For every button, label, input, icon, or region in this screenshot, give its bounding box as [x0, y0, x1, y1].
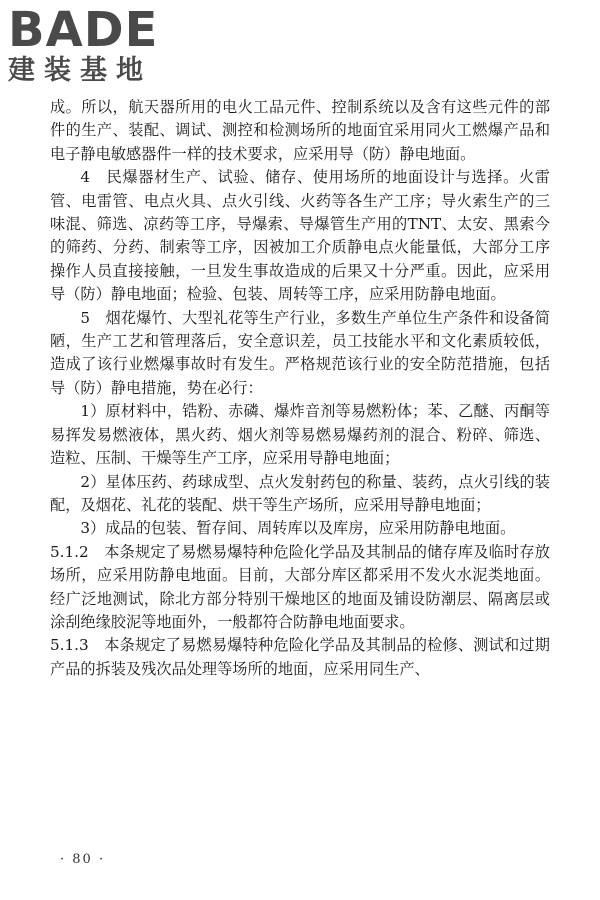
- paragraph: 5 烟花爆竹、大型礼花等生产行业，多数生产单位生产条件和设备简陋，生产工艺和管理落后，安全意识差，员工技能水平和文化素质较低，造成了该行业燃爆事故时有发生。严格规范该行业的安全防范措施，包括导（防）静电措施，势在必行：: [50, 308, 550, 397]
- list-item: 1）原材料中，锆粉、赤磷、爆炸音剂等易燃粉体；苯、乙醚、丙酮等易挥发易燃液体，黑火药、烟火剂等易燃易爆药剂的混合、粉碎、筛选、造粒、压制、干燥等生产工序，应采用导静电地面；: [50, 402, 550, 468]
- clause-paragraph: 5.1.2 本条规定了易燃易爆特种危险化学品及其制品的储存库及临时存放场所，应采用防静电地面。目前，大部分库区都采用不发火水泥类地面。经广泛地测试，除北方部分特别干燥地区的地面及铺设防潮层、隔离层或涂刮绝缘胶泥等地面外，一般都符合防静电地面要求。: [50, 542, 550, 631]
- page-number: · 80 ·: [60, 852, 106, 867]
- clause-paragraph: 5.1.3 本条规定了易燃易爆特种危险化学品及其制品的检修、测试和过期产品的拆装及残次品处理等场所的地面，应采用同生产、: [50, 636, 550, 678]
- paragraph: 4 民爆器材生产、试验、储存、使用场所的地面设计与选择。火雷管、电雷管、电点火具、点火引线、火药等各生产工序；导火索生产的三味混、筛选、凉药等工序，导爆索、导爆管生产用的TNT、太安、黑索今的筛药、分药、制索等工序，因被加工介质静电点火能量低，大部分工序操作人员直接接触，一旦发生事故造成的后果又十分严重。因此，应采用导（防）静电地面；检验、包装、周转等工序，应采用防静电地面。: [50, 168, 550, 304]
- bade-logo: [6, 4, 196, 88]
- list-item: 2）星体压药、药球成型、点火发射药包的称量、装药，点火引线的装配，及烟花、礼花的装配、烘干等生产场所，应采用导静电地面；: [50, 472, 550, 514]
- list-item: 3）成品的包装、暂存间、周转库以及库房，应采用防静电地面。: [80, 519, 516, 538]
- paragraph: 成。所以，航天器所用的电火工品元件、控制系统以及含有这些元件的部件的生产、装配、调试、测控和检测场所的地面宜采用同火工燃爆产品和电子静电敏感器件一样的技术要求，应采用导（防）静电地面。: [50, 98, 550, 163]
- logo-wordmark: BADE: [8, 2, 159, 58]
- logo-subtitle: 建装基地: [8, 55, 152, 86]
- document-body: [50, 96, 550, 681]
